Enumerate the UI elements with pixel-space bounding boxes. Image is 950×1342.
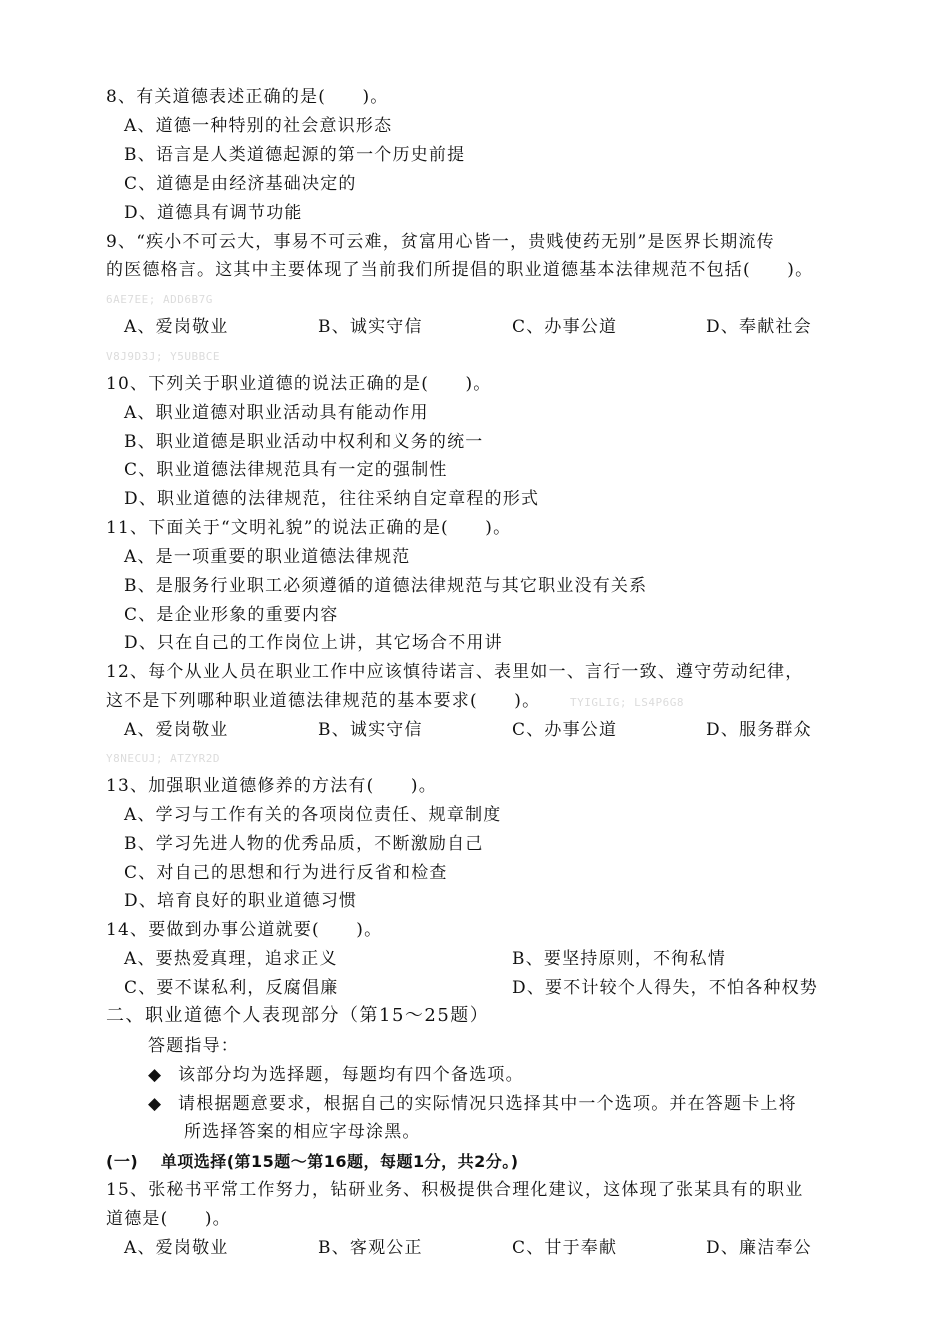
question-12-option-b: B、诚实守信 [318, 720, 423, 740]
question-14-option-b: B、要坚持原则，不徇私情 [512, 949, 726, 969]
question-13-option-d: D、培育良好的职业道德习惯 [124, 891, 358, 911]
question-9-option-b: B、诚实守信 [318, 317, 423, 337]
diamond-bullet-icon: ◆ [148, 1094, 163, 1114]
diamond-bullet-icon: ◆ [148, 1065, 163, 1085]
question-8-option-d: D、道德具有调节功能 [124, 203, 303, 223]
question-15-option-b: B、客观公正 [318, 1238, 423, 1258]
question-14-option-a: A、要热爱真理，追求正义 [124, 949, 338, 969]
watermark-text: V8J9D3J; Y5UBBCE [106, 350, 220, 363]
question-11-option-d: D、只在自己的工作岗位上讲，其它场合不用讲 [124, 633, 503, 653]
question-10-option-c: C、职业道德法律规范具有一定的强制性 [124, 460, 448, 480]
question-14-option-c: C、要不谋私利，反腐倡廉 [124, 978, 339, 998]
question-14-stem: 14、要做到办事公道就要( )。 [106, 920, 383, 940]
question-15-stem-line-2: 道德是( )。 [106, 1209, 231, 1229]
question-11-option-b: B、是服务行业职工必须遵循的道德法律规范与其它职业没有关系 [124, 576, 648, 596]
question-12-option-a: A、爱岗敬业 [124, 720, 229, 740]
guide-bullet-2 [148, 1093, 797, 1115]
question-15-stem-line-1: 15、张秘书平常工作努力，钻研业务、积极提供合理化建议，这体现了张某具有的职业 [106, 1180, 804, 1200]
question-15-option-d: D、廉洁奉公 [706, 1238, 812, 1258]
question-10-stem: 10、下列关于职业道德的说法正确的是( )。 [106, 374, 492, 394]
guide-bullet-1-text: 该部分均为选择题，每题均有四个备选项。 [178, 1065, 524, 1085]
section-2-title: 二、职业道德个人表现部分（第15～25题） [106, 1005, 490, 1026]
question-14-option-d: D、要不计较个人得失，不怕各种权势 [512, 978, 819, 998]
guide-bullet-2-text: 请根据题意要求，根据自己的实际情况只选择其中一个选项。并在答题卡上将 [178, 1094, 797, 1114]
question-10-option-d: D、职业道德的法律规范，往往采纳自定章程的形式 [124, 489, 540, 509]
watermark-text: 6AE7EE; ADD6B7G [106, 293, 213, 306]
question-15-option-c: C、甘于奉献 [512, 1238, 618, 1258]
question-9-option-a: A、爱岗敬业 [124, 317, 229, 337]
watermark-text: TYIGLIG; LS4P6G8 [570, 696, 684, 709]
question-12-option-d: D、服务群众 [706, 720, 812, 740]
question-12-option-c: C、办事公道 [512, 720, 618, 740]
question-9-option-d: D、奉献社会 [706, 317, 812, 337]
question-9-option-c: C、办事公道 [512, 317, 618, 337]
guide-bullet-2-continuation: 所选择答案的相应字母涂黑。 [184, 1122, 421, 1142]
question-11-stem: 11、下面关于“文明礼貌”的说法正确的是( )。 [106, 518, 512, 538]
question-13-option-c: C、对自己的思想和行为进行反省和检查 [124, 863, 448, 883]
question-13-option-a: A、学习与工作有关的各项岗位责任、规章制度 [124, 805, 502, 825]
question-8-option-a: A、道德一种特别的社会意识形态 [124, 116, 393, 136]
question-8-option-c: C、道德是由经济基础决定的 [124, 174, 357, 194]
question-11-option-a: A、是一项重要的职业道德法律规范 [124, 547, 411, 567]
answer-guide-label: 答题指导： [148, 1036, 239, 1056]
question-10-option-b: B、职业道德是职业活动中权利和义务的统一 [124, 432, 484, 452]
question-13-option-b: B、学习先进人物的优秀品质，不断激励自己 [124, 834, 484, 854]
question-9-stem-line-1: 9、“疾小不可云大，事易不可云难，贫富用心皆一，贵贱使药无别”是医界长期流传 [106, 232, 775, 252]
question-15-option-a: A、爱岗敬业 [124, 1238, 229, 1258]
watermark-text: Y8NECUJ; ATZYR2D [106, 752, 220, 765]
question-8-stem: 8、有关道德表述正确的是( )。 [106, 87, 389, 107]
question-12-stem-line-2: 这不是下列哪种职业道德法律规范的基本要求( )。 [106, 691, 541, 711]
question-10-option-a: A、职业道德对职业活动具有能动作用 [124, 403, 429, 423]
question-11-option-c: C、是企业形象的重要内容 [124, 605, 339, 625]
question-12-stem-line-1: 12、每个从业人员在职业工作中应该慎待诺言、表里如一、言行一致、遵守劳动纪律， [106, 662, 804, 682]
guide-bullet-1 [148, 1064, 524, 1086]
question-13-stem: 13、加强职业道德修养的方法有( )。 [106, 776, 437, 796]
subsection-single-choice-title: (一) 单项选择(第15题～第16题，每题1分，共2分。) [106, 1152, 519, 1171]
question-9-stem-line-2: 的医德格言。这其中主要体现了当前我们所提倡的职业道德基本法律规范不包括( )。 [106, 260, 814, 280]
question-8-option-b: B、语言是人类道德起源的第一个历史前提 [124, 145, 466, 165]
